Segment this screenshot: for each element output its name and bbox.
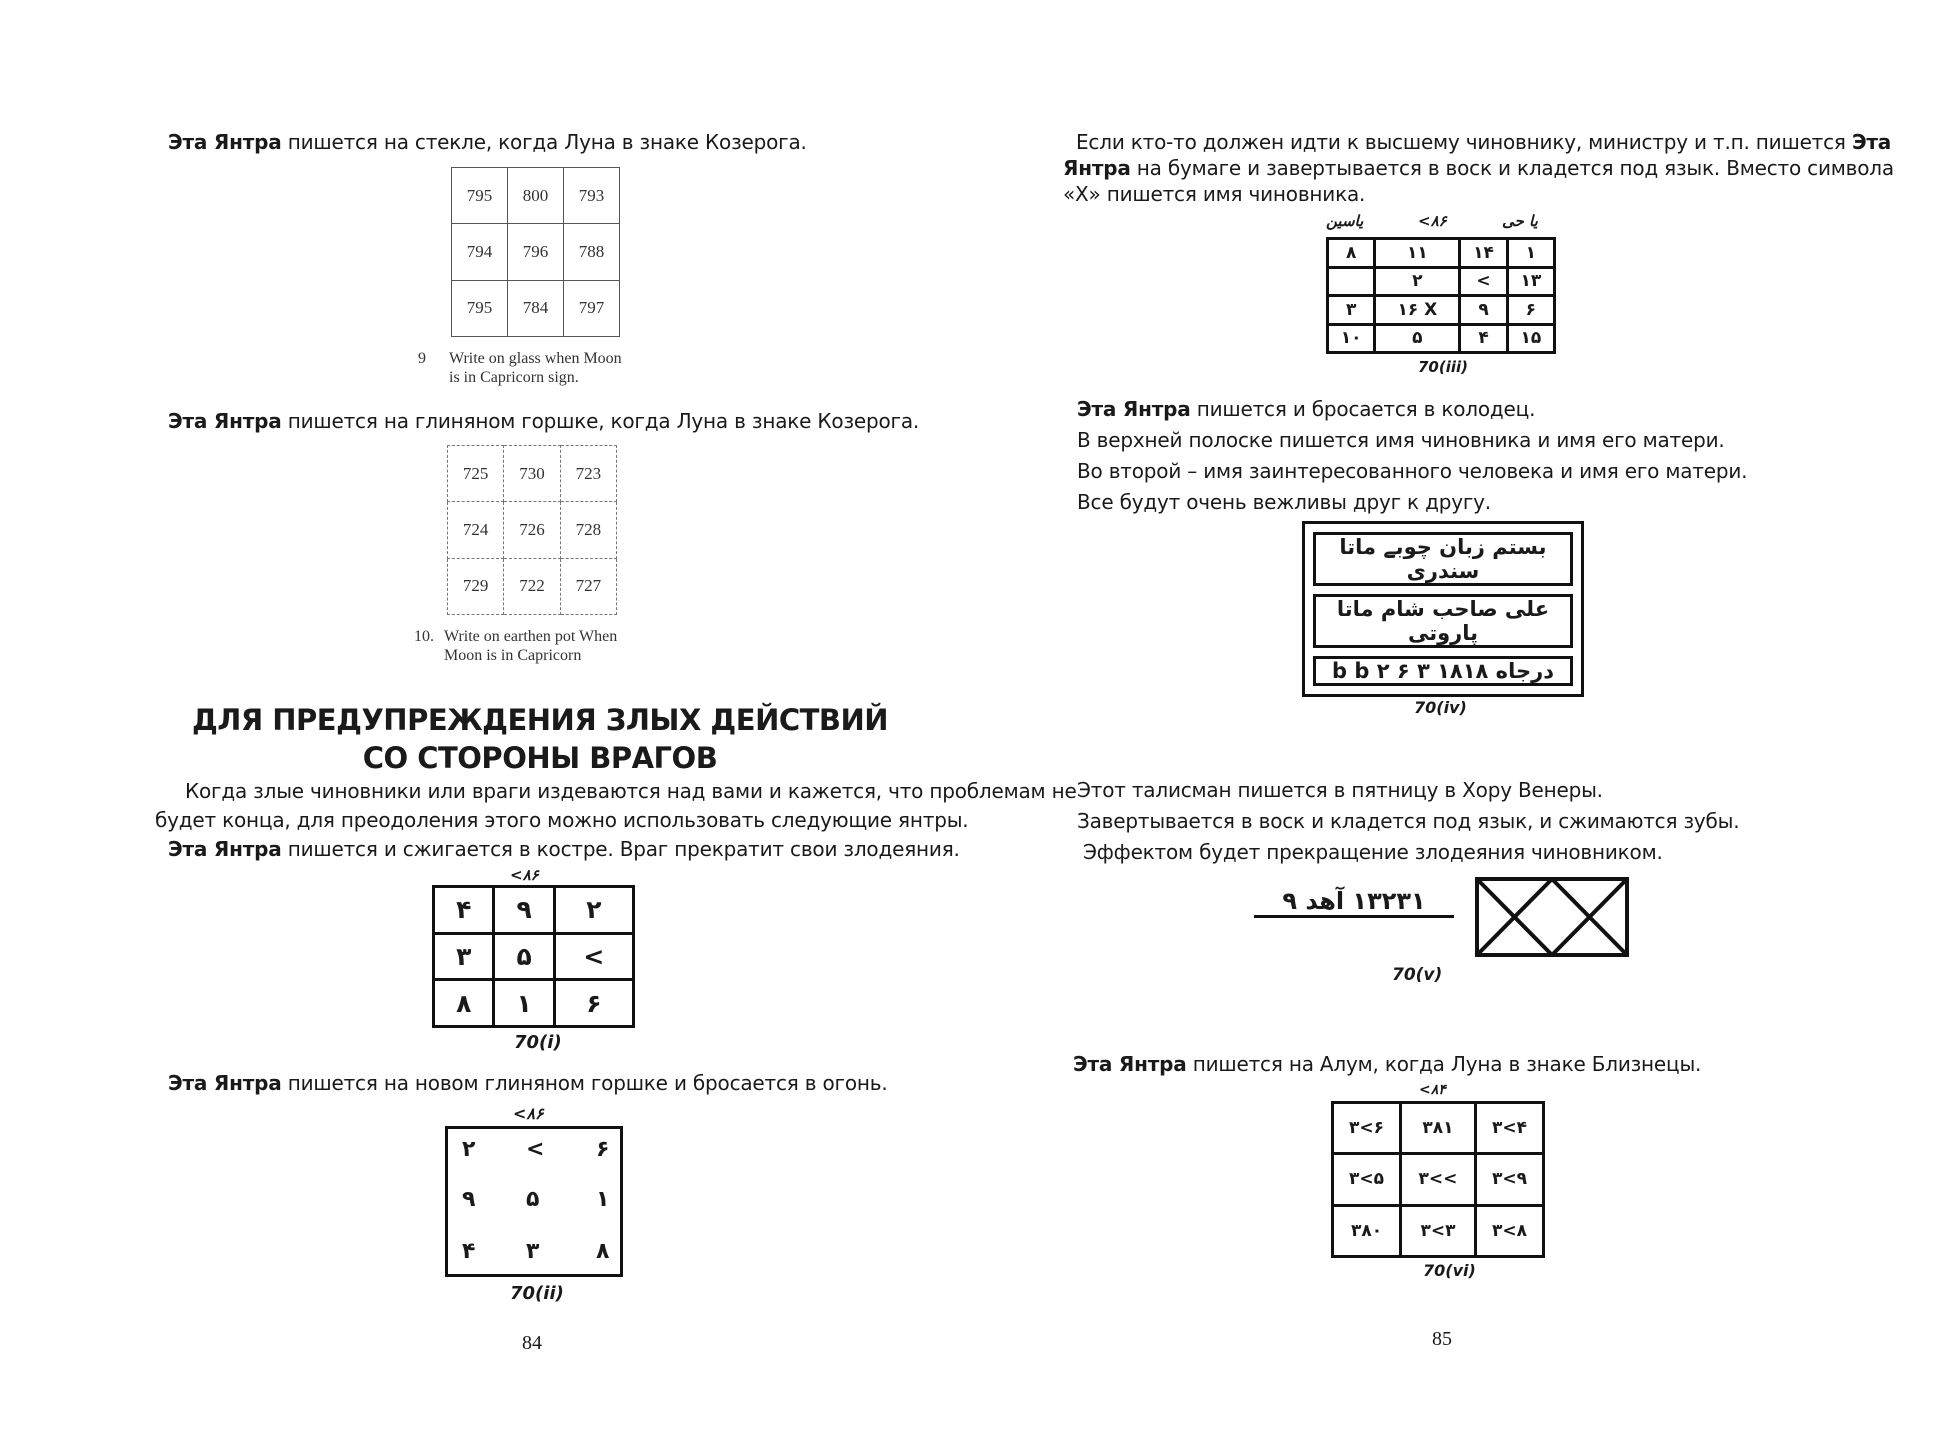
intro-line-1: Когда злые чиновники или враги издеваются над вами и кажется, что проблемам не [185,779,1077,803]
grid-cell: 793 [564,168,620,224]
grid-cell: 797 [564,280,620,336]
caption-glass-number: 9 [418,350,426,367]
yantra-bold: Янтра [1063,156,1131,180]
right-paragraph-3-line-1: Этот талисман пишется в пятницу в Хору Венеры. [1077,778,1603,802]
grid-cell: ۱۱ [1375,239,1460,268]
grid-cell: ۵ [494,933,554,980]
yantra-bold: Эта [1851,130,1892,154]
grid5-header-right: یا حی [1502,212,1538,230]
yantra-square-new-pot [445,1126,623,1277]
grid-cell: ۵ [526,1187,540,1212]
grid-cell: ۲ [554,887,633,934]
talisman-label: 70(v) [1392,965,1443,985]
talisman-cross-box-icon [1475,877,1629,957]
grid-cell: < [1460,267,1507,296]
yantra-grid-glass [451,167,620,337]
grid-cell: ۲ [1375,267,1460,296]
grid-cell: ۳<۵ [1333,1154,1401,1205]
caption-pot-number: 10. [414,628,434,645]
caption-pot [444,627,617,665]
grid-cell: ۱۶ X [1375,296,1460,325]
grid-cell: 726 [504,502,560,558]
page-number-right: 85 [1432,1328,1452,1350]
yantra-bold: Эта Янтра [1077,397,1191,421]
grid-cell: ۳<۴ [1475,1103,1543,1154]
grid-cell: ۲ [462,1137,476,1162]
grid-cell: ۳<۶ [1333,1103,1401,1154]
right-paragraph-2 [1077,394,1535,424]
grid-cell: 795 [452,280,508,336]
grid-cell: ۱ [596,1187,610,1212]
grid-cell: 727 [560,558,616,614]
grid-cell: ۴ [1460,324,1507,353]
strip-row: على صاحب شام ماتا پاروتی [1313,594,1573,648]
grid-cell: ۴ [462,1239,476,1264]
grid5-label: 70(iii) [1418,358,1469,376]
grid-cell: ۱۵ [1507,324,1554,353]
strip-row: درجاه ۱۸۱۸ b b ۲ ۶ ۳ [1313,656,1573,686]
yantra-bold: Эта Янтра [168,1071,282,1095]
yantra-bold: Эта Янтра [168,130,282,154]
caption-glass [449,349,622,387]
grid4-label: 70(ii) [510,1283,564,1304]
grid-cell: ۳ [526,1239,540,1264]
grid-cell [1328,267,1375,296]
grid3-top-label: <۸۶ [510,866,539,884]
yantra-grid-alum [1331,1101,1545,1258]
grid-cell: ۴ [434,887,494,934]
grid-cell: ۹ [494,887,554,934]
grid-cell: ۶ [1507,296,1554,325]
caption-line: Moon is in Capricorn [444,647,582,664]
grid-cell: ۳ [434,933,494,980]
grid4-top-label: <۸۶ [513,1104,544,1123]
left-paragraph-3 [168,834,960,864]
grid-cell: ۵ [1375,324,1460,353]
grid-cell: ۹ [462,1187,476,1212]
grid3-label: 70(i) [514,1032,562,1053]
grid-cell: 800 [508,168,564,224]
grid-cell: 730 [504,446,560,502]
caption-line: Write on earthen pot When [444,628,618,645]
grid-cell: 794 [452,224,508,280]
strip-label: 70(iv) [1414,698,1467,717]
talisman-text: ۱۳۲۳۱ آهد ۹ [1254,887,1454,918]
grid-cell: 725 [448,446,504,502]
grid-cell: ۳۸۱ [1401,1103,1476,1154]
yantra-bold: Эта Янтра [1073,1052,1187,1076]
paragraph-text: пишется на Алум, когда Луна в знаке Близнецы. [1186,1052,1702,1076]
grid-cell: ۶ [554,980,633,1027]
caption-line: is in Capricorn sign. [449,369,579,386]
section-heading [160,701,920,777]
grid-cell: ۸ [596,1239,610,1264]
left-paragraph-1 [168,127,807,157]
paragraph-text: на бумаге и завертывается в воск и кладется под язык. Вместо символа [1130,156,1894,180]
grid-cell: ۳۸۰ [1333,1205,1401,1256]
grid-cell: ۱ [494,980,554,1027]
right-paragraph-1-line-3: «X» пишется имя чиновника. [1063,182,1366,206]
grid-cell: < [554,933,633,980]
grid-cell: ۸ [1328,239,1375,268]
intro-line-2: будет конца, для преодоления этого можно использовать следующие янтры. [155,808,969,832]
grid-cell: ۳<۹ [1475,1154,1543,1205]
grid6-top-label: <۸۴ [1419,1082,1446,1098]
yantra-grid-pot [447,445,617,615]
right-paragraph-4 [1073,1049,1701,1079]
right-paragraph-2-line-4: Все будут очень вежливы друг к другу. [1077,490,1491,514]
yantra-grid-fire [432,885,635,1028]
yantra-grid-minister [1326,237,1556,354]
page-number-left: 84 [522,1332,542,1354]
right-paragraph-2-line-3: Во второй – имя заинтересованного человека и имя его матери. [1077,459,1748,483]
grid5-header-left: یاسین [1326,212,1364,230]
heading-line: СО СТОРОНЫ ВРАГОВ [362,741,718,775]
paragraph-text: пишется на глиняном горшке, когда Луна в знаке Козерога. [281,409,920,433]
grid-cell: ۱ [1507,239,1554,268]
paragraph-text: пишется и сжигается в костре. Враг прекратит свои злодеяния. [281,837,960,861]
paragraph-text: Если кто-то должен идти к высшему чиновнику, министру и т.п. пишется [1076,130,1846,154]
right-paragraph-3-line-3: Эффектом будет прекращение злодеяния чиновником. [1083,840,1663,864]
grid-cell: ۱۴ [1460,239,1507,268]
grid-cell: ۳ [1328,296,1375,325]
grid-cell: 722 [504,558,560,614]
grid-cell: 795 [452,168,508,224]
grid6-label: 70(vi) [1423,1261,1476,1280]
grid-cell: ۱۳ [1507,267,1554,296]
grid-cell: ۳<۸ [1475,1205,1543,1256]
right-paragraph-3-line-2: Завертывается в воск и кладется под язык, и сжимаются зубы. [1077,809,1740,833]
grid-cell: ۹ [1460,296,1507,325]
grid-cell: 723 [560,446,616,502]
caption-line: Write on glass when Moon [449,350,622,367]
grid-cell: 788 [564,224,620,280]
grid5-header-center: <۸۶ [1418,212,1447,230]
heading-line: ДЛЯ ПРЕДУПРЕЖДЕНИЯ ЗЛЫХ ДЕЙСТВИЙ [191,703,889,737]
grid-cell: 784 [508,280,564,336]
grid-cell: ۳<۳ [1401,1205,1476,1256]
yantra-bold: Эта Янтра [168,409,282,433]
yantra-strip-table [1302,521,1584,697]
paragraph-text: пишется на новом глиняном горшке и бросается в огонь. [281,1071,888,1095]
right-paragraph-2-line-2: В верхней полоске пишется имя чиновника и имя его матери. [1077,428,1725,452]
grid-cell: 728 [560,502,616,558]
grid-cell: ۶ [596,1137,610,1162]
paragraph-text: пишется и бросается в колодец. [1190,397,1536,421]
left-paragraph-2 [168,406,919,436]
left-paragraph-4 [168,1068,888,1098]
yantra-bold: Эта Янтра [168,837,282,861]
grid-cell: 729 [448,558,504,614]
paragraph-text: пишется на стекле, когда Луна в знаке Козерога. [281,130,807,154]
strip-row: بستم زبان چوبے ماتا سندری [1313,532,1573,586]
grid-cell: 724 [448,502,504,558]
grid-cell: < [526,1137,545,1162]
grid-cell: 796 [508,224,564,280]
grid-cell: ۳<< [1401,1154,1476,1205]
grid-cell: ۱۰ [1328,324,1375,353]
grid-cell: ۸ [434,980,494,1027]
